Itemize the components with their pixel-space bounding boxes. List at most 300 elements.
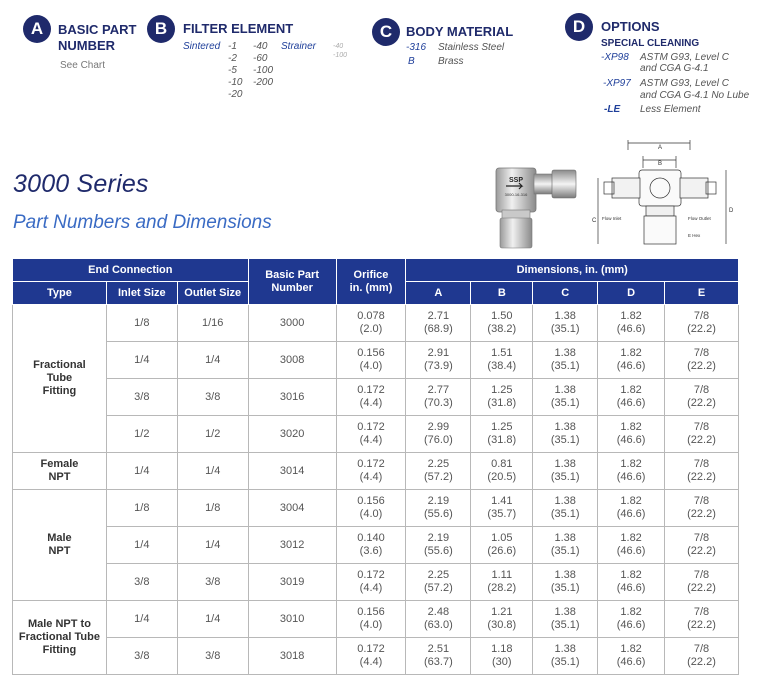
dim-a-cell-mm: (55.6) [424, 508, 453, 520]
dim-e-cell-in: 7/8 [693, 495, 710, 507]
dim-a-cell-in: 2.51 [427, 643, 450, 655]
part-number-cell: 3004 [248, 490, 336, 527]
outlet-header: Outlet Size [177, 282, 248, 305]
dim-a-cell-in: 2.77 [427, 384, 450, 396]
dim-b-cell-mm: (28.2) [487, 582, 517, 594]
dim-c-cell-mm: (35.1) [550, 471, 580, 483]
orifice-header-line1: Orifice [353, 268, 389, 281]
material-desc-brass: Brass [438, 56, 464, 67]
end-connection-header: End Connection [13, 259, 249, 282]
type-header: Type [13, 282, 107, 305]
dim-e-cell [665, 453, 739, 490]
dim-a-cell-in: 2.91 [427, 347, 450, 359]
dim-a-cell-mm: (76.0) [424, 434, 453, 446]
inlet-cell: 1/2 [106, 416, 177, 453]
dim-c-cell [533, 490, 598, 527]
orifice-cell-mm: (4.4) [359, 471, 383, 483]
dim-e-cell-in: 7/8 [693, 606, 710, 618]
part-number-cell: 3016 [248, 379, 336, 416]
sintered-micron-value-4: -20 [228, 89, 243, 100]
dim-b-cell-in: 1.21 [491, 606, 513, 618]
dim-e-cell-mm: (22.2) [687, 471, 716, 483]
dim-e-cell [665, 379, 739, 416]
dim-c-cell [533, 638, 598, 675]
orifice-cell [336, 416, 406, 453]
dim-e-cell-mm: (22.2) [687, 360, 716, 372]
inlet-cell: 1/4 [106, 527, 177, 564]
dim-b-cell [471, 379, 533, 416]
orifice-cell-in: 0.156 [357, 606, 385, 618]
type-line: Male NPT to [27, 618, 91, 630]
type-line: Fitting [42, 385, 77, 397]
table-row [13, 564, 739, 601]
dim-d-cell [598, 601, 665, 638]
dim-b-cell [471, 527, 533, 564]
dim-d-cell-in: 1.82 [620, 384, 642, 396]
dim-e-cell-mm: (22.2) [687, 323, 716, 335]
outlet-cell: 1/16 [177, 305, 248, 342]
orifice-cell-mm: (4.4) [359, 656, 383, 668]
dim-b-cell-mm: (20.5) [487, 471, 517, 483]
dim-b-cell-in: 1.05 [491, 532, 513, 544]
dim-label-b: B [657, 161, 663, 167]
photo-part-label: 3000-16-316 [504, 192, 528, 197]
basic-part-title-line2: NUMBER [58, 38, 116, 53]
material-desc-316: Stainless Steel [438, 42, 505, 53]
sintered-micron-value-2-0: -40 [253, 41, 268, 52]
dim-d-cell [598, 342, 665, 379]
dim-e-cell [665, 416, 739, 453]
dim-c-cell-in: 1.38 [554, 347, 576, 359]
dim-a-cell-mm: (68.9) [424, 323, 453, 335]
table-row [13, 453, 739, 490]
dim-e-cell-mm: (22.2) [687, 545, 716, 557]
type-line: Female [40, 458, 79, 470]
type-line: Fractional Tube [18, 631, 100, 643]
outlet-cell: 1/4 [177, 342, 248, 379]
outlet-cell: 1/8 [177, 490, 248, 527]
outlet-cell: 3/8 [177, 564, 248, 601]
dim-c-cell-in: 1.38 [554, 643, 576, 655]
sintered-micron-col1 [228, 41, 242, 101]
strainer-col2 [333, 50, 347, 62]
dim-e-cell [665, 638, 739, 675]
dim-c-cell-mm: (35.1) [550, 545, 580, 557]
badge-c: C [372, 18, 400, 46]
dim-c-cell [533, 564, 598, 601]
orifice-cell [336, 453, 406, 490]
orifice-cell-in: 0.172 [357, 569, 385, 581]
dim-a-cell [406, 342, 471, 379]
dim-e-cell [665, 601, 739, 638]
inlet-header: Inlet Size [106, 282, 177, 305]
option-desc-le: Less Element [640, 104, 701, 115]
dim-b-cell-in: 1.50 [491, 310, 513, 322]
flow-outlet-label: Flow Outlet [688, 216, 711, 221]
photo-brand-label: SSP [508, 177, 524, 184]
inlet-cell: 1/4 [106, 342, 177, 379]
dim-c-header: C [533, 282, 598, 305]
type-line: Male [47, 532, 72, 544]
option-code-le: -LE [604, 104, 621, 115]
badge-a: A [23, 15, 51, 43]
table-row [13, 601, 739, 638]
orifice-cell-mm: (3.6) [359, 545, 383, 557]
dimension-drawing [588, 140, 738, 248]
dim-e-cell-in: 7/8 [693, 421, 710, 433]
option-code-xp98: -XP98 [601, 52, 629, 63]
part-number-cell: 3020 [248, 416, 336, 453]
dim-e-cell [665, 490, 739, 527]
dim-c-cell [533, 527, 598, 564]
orifice-header-line2: in. (mm) [349, 281, 393, 294]
orifice-cell-in: 0.172 [357, 458, 385, 470]
material-code-316: -316 [406, 42, 427, 53]
dim-b-cell-mm: (31.8) [487, 397, 517, 409]
dim-c-cell [533, 342, 598, 379]
dim-e-cell-in: 7/8 [693, 532, 710, 544]
dim-c-cell-in: 1.38 [554, 532, 576, 544]
dim-a-cell-in: 2.25 [427, 569, 450, 581]
part-dimension-table [12, 258, 739, 675]
dim-b-cell-in: 1.41 [491, 495, 513, 507]
dim-c-cell [533, 601, 598, 638]
dim-b-cell [471, 342, 533, 379]
sintered-micron-value-3: -10 [228, 77, 243, 88]
dim-d-cell-mm: (46.6) [616, 545, 646, 557]
part-number-cell: 3008 [248, 342, 336, 379]
sintered-micron-value-0: -1 [228, 41, 237, 52]
dim-c-cell-in: 1.38 [554, 310, 576, 322]
dim-d-header: D [598, 282, 665, 305]
orifice-cell-in: 0.140 [357, 532, 385, 544]
series-subtitle: Part Numbers and Dimensions [13, 212, 272, 233]
dim-d-cell [598, 416, 665, 453]
dim-d-cell-in: 1.82 [620, 532, 642, 544]
orifice-cell [336, 490, 406, 527]
options-title: OPTIONS [601, 19, 660, 34]
type-line: Tube [46, 372, 73, 384]
dim-e-cell-in: 7/8 [693, 569, 710, 581]
orifice-cell-mm: (4.4) [359, 397, 383, 409]
dim-b-cell [471, 638, 533, 675]
dim-d-cell-in: 1.82 [620, 347, 642, 359]
dim-c-cell-in: 1.38 [554, 458, 576, 470]
dim-e-header: E [665, 282, 739, 305]
type-line: Fitting [42, 644, 77, 656]
dim-e-cell-in: 7/8 [693, 384, 710, 396]
dim-a-cell-mm: (57.2) [424, 582, 453, 594]
dim-e-cell-mm: (22.2) [687, 508, 716, 520]
dim-e-cell [665, 527, 739, 564]
dim-d-cell-in: 1.82 [620, 606, 642, 618]
dim-b-cell [471, 305, 533, 342]
dim-a-cell-in: 2.19 [427, 495, 450, 507]
dim-d-cell-mm: (46.6) [616, 582, 646, 594]
dim-c-cell-mm: (35.1) [550, 656, 580, 668]
dim-a-cell-mm: (63.0) [424, 619, 453, 631]
dim-c-cell-mm: (35.1) [550, 582, 580, 594]
type-cell [13, 305, 107, 453]
dim-d-cell [598, 379, 665, 416]
part-number-cell: 3018 [248, 638, 336, 675]
orifice-header [336, 259, 406, 305]
dim-a-cell-in: 2.99 [427, 421, 450, 433]
dim-e-cell-mm: (22.2) [687, 434, 716, 446]
table-row [13, 490, 739, 527]
dim-b-cell-in: 1.18 [491, 643, 513, 655]
inlet-cell: 1/8 [106, 490, 177, 527]
dim-a-cell [406, 416, 471, 453]
dim-e-cell-in: 7/8 [693, 458, 710, 470]
dim-d-cell-mm: (46.6) [616, 397, 646, 409]
dim-e-cell-in: 7/8 [693, 310, 710, 322]
dim-d-cell-mm: (46.6) [616, 360, 646, 372]
dim-c-cell-mm: (35.1) [550, 508, 580, 520]
table-row [13, 379, 739, 416]
inlet-cell: 3/8 [106, 379, 177, 416]
dim-c-cell-in: 1.38 [554, 421, 576, 433]
filter-element-title: FILTER ELEMENT [183, 21, 294, 36]
dim-c-cell-mm: (35.1) [550, 619, 580, 631]
strainer-value-2-0: -100 [333, 52, 348, 59]
series-title: 3000 Series [13, 170, 149, 198]
orifice-cell-in: 0.172 [357, 384, 385, 396]
dim-c-cell-mm: (35.1) [550, 323, 580, 335]
dim-a-cell [406, 564, 471, 601]
dim-d-cell-mm: (46.6) [616, 434, 646, 446]
dim-label-a: A [657, 145, 663, 151]
dim-a-cell-mm: (70.3) [424, 397, 453, 409]
sintered-label: Sintered [183, 41, 221, 52]
inlet-cell: 3/8 [106, 564, 177, 601]
dim-a-cell-in: 2.71 [427, 310, 450, 322]
dim-c-cell-mm: (35.1) [550, 360, 580, 372]
orifice-cell-in: 0.156 [357, 347, 385, 359]
dim-b-cell-mm: (26.6) [487, 545, 517, 557]
dim-b-cell [471, 416, 533, 453]
dim-a-cell [406, 527, 471, 564]
dim-c-cell-mm: (35.1) [550, 397, 580, 409]
dim-b-cell-mm: (30.8) [487, 619, 517, 631]
dim-a-cell-mm: (55.6) [424, 545, 453, 557]
dim-a-cell [406, 305, 471, 342]
dim-d-cell-in: 1.82 [620, 458, 642, 470]
inlet-cell: 1/8 [106, 305, 177, 342]
orifice-cell-in: 0.172 [357, 643, 385, 655]
part-number-cell: 3019 [248, 564, 336, 601]
orifice-cell-mm: (2.0) [359, 323, 383, 335]
dim-b-cell-mm: (38.4) [487, 360, 517, 372]
dim-c-cell-in: 1.38 [554, 384, 576, 396]
outlet-cell: 1/4 [177, 453, 248, 490]
dim-c-cell [533, 305, 598, 342]
dim-a-cell-in: 2.48 [427, 606, 450, 618]
dim-e-cell-in: 7/8 [693, 347, 710, 359]
table-row [13, 305, 739, 342]
flow-inlet-label: Flow Inlet [602, 216, 622, 221]
type-line: NPT [48, 471, 71, 483]
sintered-micron-col2 [253, 41, 273, 89]
orifice-cell [336, 601, 406, 638]
dim-b-cell [471, 601, 533, 638]
dim-a-cell-mm: (57.2) [424, 471, 453, 483]
sintered-micron-value-2-3: -200 [253, 77, 274, 88]
dim-e-cell [665, 305, 739, 342]
dim-a-header: A [406, 282, 471, 305]
part-number-cell: 3012 [248, 527, 336, 564]
orifice-cell [336, 379, 406, 416]
inlet-cell: 3/8 [106, 638, 177, 675]
part-number-cell: 3010 [248, 601, 336, 638]
dim-d-cell [598, 305, 665, 342]
orifice-cell-mm: (4.0) [359, 508, 383, 520]
dim-d-cell-mm: (46.6) [616, 508, 646, 520]
dim-c-cell [533, 379, 598, 416]
basic-part-title-line1: BASIC PART [58, 22, 137, 37]
option-desc-xp98-line2: and CGA G-4.1 [640, 63, 709, 74]
dim-c-cell-in: 1.38 [554, 606, 576, 618]
dim-d-cell-in: 1.82 [620, 569, 642, 581]
type-cell [13, 453, 107, 490]
product-photo [488, 164, 584, 250]
dim-d-cell-in: 1.82 [620, 421, 642, 433]
sintered-micron-value-1: -2 [228, 53, 237, 64]
dim-d-cell-mm: (46.6) [616, 619, 646, 631]
type-line: Fractional [33, 359, 86, 371]
part-number-cell: 3014 [248, 453, 336, 490]
strainer-value-0: -40 [333, 43, 344, 50]
dim-a-cell-mm: (73.9) [424, 360, 453, 372]
orifice-cell-mm: (4.0) [359, 360, 383, 372]
dim-e-cell-mm: (22.2) [687, 656, 716, 668]
orifice-cell-mm: (4.4) [359, 434, 383, 446]
hex-label: E Hex [688, 233, 701, 238]
outlet-cell: 1/2 [177, 416, 248, 453]
dim-c-cell-mm: (35.1) [550, 434, 580, 446]
dimensions-header: Dimensions, in. (mm) [406, 259, 739, 282]
dim-d-cell-in: 1.82 [620, 310, 642, 322]
dim-b-cell-in: 1.11 [491, 569, 513, 581]
dim-a-cell-in: 2.19 [427, 532, 450, 544]
table-row [13, 638, 739, 675]
see-chart-note: See Chart [60, 60, 106, 71]
inlet-cell: 1/4 [106, 453, 177, 490]
special-cleaning-subtitle: SPECIAL CLEANING [601, 38, 700, 49]
dim-a-cell [406, 453, 471, 490]
dim-d-cell [598, 564, 665, 601]
orifice-cell [336, 305, 406, 342]
sintered-micron-value-2-1: -60 [253, 53, 268, 64]
dim-a-cell-mm: (63.7) [424, 656, 453, 668]
dim-d-cell-mm: (46.6) [616, 656, 646, 668]
dim-d-cell [598, 490, 665, 527]
dim-b-cell [471, 453, 533, 490]
dim-b-cell-in: 1.51 [491, 347, 513, 359]
dim-label-c: C [592, 218, 597, 224]
orifice-cell-mm: (4.0) [359, 619, 383, 631]
dim-a-cell-in: 2.25 [427, 458, 450, 470]
dim-e-cell-mm: (22.2) [687, 582, 716, 594]
dim-b-cell-mm: (35.7) [487, 508, 517, 520]
body-material-title: BODY MATERIAL [406, 24, 514, 39]
badge-d: D [565, 13, 593, 41]
type-cell [13, 601, 107, 675]
outlet-cell: 1/4 [177, 527, 248, 564]
option-desc-xp98-line1: ASTM G93, Level C [640, 52, 729, 63]
dim-d-cell-in: 1.82 [620, 495, 642, 507]
dim-e-cell-mm: (22.2) [687, 397, 716, 409]
dim-b-cell-mm: (38.2) [487, 323, 517, 335]
orifice-cell [336, 638, 406, 675]
table-row [13, 416, 739, 453]
orifice-cell-in: 0.156 [357, 495, 385, 507]
orifice-cell-in: 0.172 [357, 421, 385, 433]
sintered-micron-value-2: -5 [228, 65, 237, 76]
dim-c-cell-in: 1.38 [554, 569, 576, 581]
dim-label-d: D [729, 208, 734, 214]
option-code-xp97: -XP97 [603, 78, 631, 89]
table-body [13, 305, 739, 675]
material-code-brass: B [408, 56, 415, 67]
outlet-cell: 3/8 [177, 638, 248, 675]
strainer-label: Strainer [281, 41, 317, 52]
dim-a-cell [406, 490, 471, 527]
dim-c-cell [533, 453, 598, 490]
dim-b-cell-in: 1.25 [491, 421, 513, 433]
dim-c-cell [533, 416, 598, 453]
orifice-cell [336, 527, 406, 564]
inlet-cell: 1/4 [106, 601, 177, 638]
dim-b-header: B [471, 282, 533, 305]
dim-d-cell-in: 1.82 [620, 643, 642, 655]
dim-d-cell-mm: (46.6) [616, 323, 646, 335]
option-desc-xp97-line1: ASTM G93, Level C [640, 78, 729, 89]
dim-a-cell [406, 601, 471, 638]
dim-a-cell [406, 379, 471, 416]
dim-e-cell [665, 564, 739, 601]
dim-d-cell-mm: (46.6) [616, 471, 646, 483]
type-line: NPT [48, 545, 71, 557]
orifice-cell [336, 342, 406, 379]
dim-d-cell [598, 638, 665, 675]
outlet-cell: 1/4 [177, 601, 248, 638]
outlet-cell: 3/8 [177, 379, 248, 416]
dim-c-cell-in: 1.38 [554, 495, 576, 507]
dim-b-cell-mm: (30) [492, 656, 512, 668]
dim-b-cell-in: 0.81 [491, 458, 513, 470]
orifice-cell-in: 0.078 [357, 310, 385, 322]
dim-d-cell [598, 527, 665, 564]
dim-b-cell [471, 490, 533, 527]
option-desc-xp97-line2: and CGA G-4.1 No Lube [640, 90, 750, 101]
dim-b-cell-in: 1.25 [491, 384, 513, 396]
basic-part-header: Basic Part Number [248, 259, 336, 305]
sintered-micron-value-2-2: -100 [253, 65, 274, 76]
dim-e-cell-mm: (22.2) [687, 619, 716, 631]
badge-b: B [147, 15, 175, 43]
part-number-cell: 3000 [248, 305, 336, 342]
dim-b-cell-mm: (31.8) [487, 434, 517, 446]
dim-a-cell [406, 638, 471, 675]
dim-b-cell [471, 564, 533, 601]
table-row [13, 527, 739, 564]
type-cell [13, 490, 107, 601]
orifice-cell [336, 564, 406, 601]
dim-e-cell-in: 7/8 [693, 643, 710, 655]
table-row [13, 342, 739, 379]
dim-e-cell [665, 342, 739, 379]
